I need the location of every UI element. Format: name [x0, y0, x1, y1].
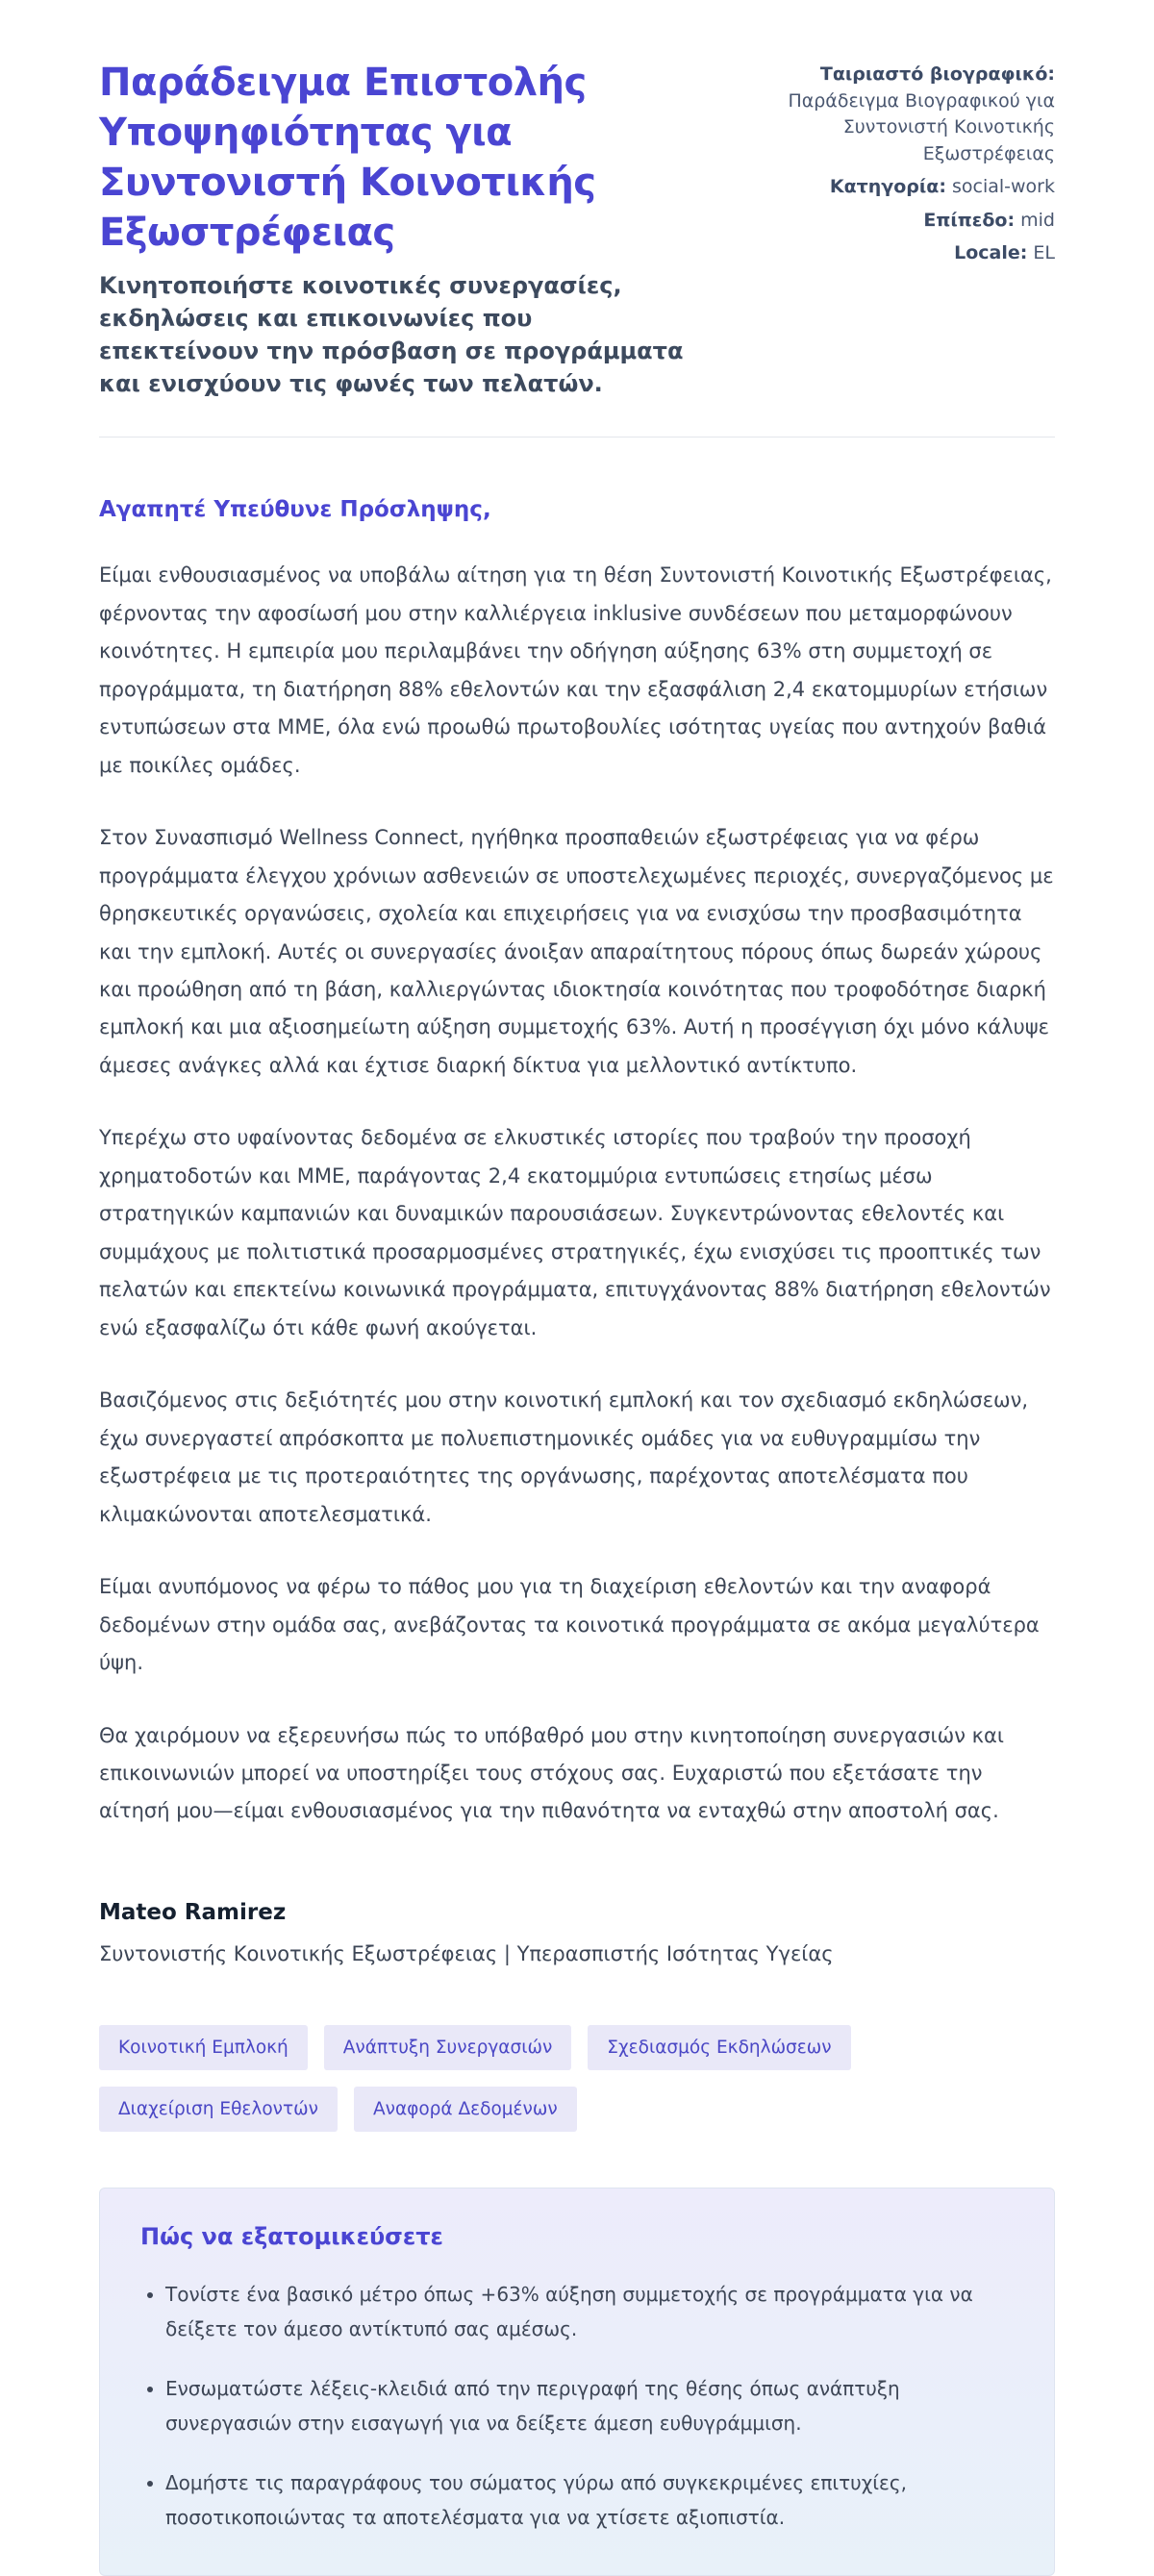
- letter-paragraph-2: Στον Συνασπισμό Wellness Connect, ηγήθηκα προσπαθειών εξωστρέφειας για να φέρω προγράμματα έλεγχου χρόνιων ασθενειών σε υποστελεχωμένες περιοχές, συνεργαζόμενος με θρησκευτικές οργανώσεις, σχολεία και επιχειρήσεις για να ενισχύσω την προσβασιμότητα και την εμπλοκή. Αυτές οι συνεργασίες άνοιξαν απαραίτητους πόρους όπως δωρεάν χώρους και προώθηση από τη βάση, καλλιεργώντας ιδιοκτησία κοινότητας που τροφοδότησε διαρκή εμπλοκή και μια αξιοσημείωτη αύξηση συμμετοχής 63%. Αυτή η προσέγγιση όχι μόνο κάλυψε άμεσες ανάγκες αλλά και έχτισε διαρκή δίκτυα για μελλοντικό αντίκτυπο.: [99, 826, 1054, 1077]
- skill-tag-community-engagement: Κοινοτική Εμπλοκή: [99, 2025, 308, 2070]
- tips-list: [140, 2277, 1014, 2535]
- tips-title: Πώς να εξατομικεύσετε: [140, 2222, 443, 2250]
- tip-item-2: • Ενσωματώστε λέξεις-κλειδιά από την περιγραφή της θέσης όπως ανάπτυξη συνεργασιών στην εισαγωγή για να δείξετε άμεση ευθυγράμμιση.: [165, 2371, 1014, 2440]
- meta-matching-resume-label: Ταιριαστό βιογραφικό:: [819, 63, 1055, 85]
- skill-tag-data-reporting: Αναφορά Δεδομένων: [354, 2087, 577, 2132]
- header-divider: [99, 437, 1055, 438]
- meta-locale-label: Locale:: [954, 242, 1028, 264]
- skill-tag-list: [99, 2025, 1055, 2132]
- letter-body: [99, 497, 1055, 1965]
- meta-locale-value: EL: [1033, 242, 1055, 264]
- meta-matching-resume: [728, 62, 1055, 167]
- header-title-block: [99, 58, 690, 400]
- meta-category: [728, 174, 1055, 201]
- page-subtitle: Κινητοποιήστε κοινοτικές συνεργασίες, εκδηλώσεις και επικοινωνίες που επεκτείνουν την πρόσβαση σε προγράμματα και ενισχύουν τις φωνές των πελατών.: [99, 272, 684, 398]
- letter-paragraph-3: Υπερέχω στο υφαίνοντας δεδομένα σε ελκυστικές ιστορίες που τραβούν την προσοχή χρηματοδοτών και ΜΜΕ, παράγοντας 2,4 εκατομμύρια εντυπώσεις ετησίως μέσω στρατηγικών καμπανιών και δυναμικών παρουσιάσεων. Συγκεντρώνοντας εθελοντές και συμμάχους με πολιτιστικά προσαρμοσμένες στρατηγικές, έχω ενισχύσει τις προοπτικές των πελατών και επεκτείνω κοινωνικά προγράμματα, επιτυγχάνοντας 88% διατήρηση εθελοντών ενώ εξασφαλίζω ότι κάθε φωνή ακούγεται.: [99, 1126, 1051, 1339]
- meta-level: [728, 208, 1055, 235]
- skill-tag-volunteer-management: Διαχείριση Εθελοντών: [99, 2087, 338, 2132]
- meta-category-value: social-work: [951, 176, 1055, 198]
- letter-paragraph-1: Είμαι ενθουσιασμένος να υποβάλω αίτηση για τη θέση Συντονιστή Κοινοτικής Εξωστρέφειας, φέρνοντας την αφοσίωσή μου στην καλλιέργεια inklusive συνδέσεων που μεταμορφώνουν κοινότητες. Η εμπειρία μου περιλαμβάνει την οδήγηση αύξησης 63% στη συμμετοχή σε προγράμματα, τη διατήρηση 88% εθελοντών και την εξασφάλιση 2,4 εκατομμυρίων ετήσιων εντυπώσεων στα ΜΜΕ, όλα ενώ προωθώ πρωτοβουλίες ισότητας υγείας που αντηχούν βαθιά με ποικίλες ομάδες.: [99, 563, 1052, 777]
- customization-tips-box: [99, 2188, 1055, 2576]
- meta-matching-resume-value: Παράδειγμα Βιογραφικού για Συντονιστή Κοινοτικής Εξωστρέφειας: [788, 89, 1055, 164]
- skill-tag-event-planning: Σχεδιασμός Εκδηλώσεων: [588, 2025, 850, 2070]
- cover-letter-page: [99, 0, 1055, 2576]
- signature-role: Συντονιστής Κοινοτικής Εξωστρέφειας | Υπερασπιστής Ισότητας Υγείας: [99, 1941, 834, 1965]
- letter-paragraph-5: Είμαι ανυπόμονος να φέρω το πάθος μου για τη διαχείριση εθελοντών και την αναφορά δεδομένων στην ομάδα σας, ανεβάζοντας τα κοινοτικά προγράμματα σε ακόμα μεγαλύτερα ύψη.: [99, 1575, 1040, 1675]
- signature-name: Mateo Ramirez: [99, 1899, 287, 1925]
- letter-paragraph-4: Βασιζόμενος στις δεξιότητές μου στην κοινοτική εμπλοκή και τον σχεδιασμό εκδηλώσεων, έχω συνεργαστεί απρόσκοπτα με πολυεπιστημονικές ομάδες για να ευθυγραμμίσω την εξωστρέφεια με τις προτεραιότητες της οργάνωσης, παρέχοντας αποτελέσματα που κλιμακώνονται αποτελεσματικά.: [99, 1388, 1029, 1526]
- tip-item-1: • Τονίστε ένα βασικό μέτρο όπως +63% αύξηση συμμετοχής σε προγράμματα για να δείξετε τον άμεσο αντίκτυπό σας αμέσως.: [165, 2277, 1014, 2346]
- meta-level-label: Επίπεδο:: [923, 209, 1016, 231]
- meta-level-value: mid: [1020, 209, 1055, 231]
- page-title: Παράδειγμα Επιστολής Υποψηφιότητας για Συντονιστή Κοινοτικής Εξωστρέφειας: [99, 61, 596, 255]
- meta-panel: [728, 58, 1055, 400]
- tip-item-3: • Δομήστε τις παραγράφους του σώματος γύρω από συγκεκριμένες επιτυχίες, ποσοτικοποιώντας τα αποτελέσματα για να χτίσετε αξιοπιστία.: [165, 2465, 1014, 2535]
- meta-category-label: Κατηγορία:: [829, 176, 946, 198]
- letter-greeting: Αγαπητέ Υπεύθυνε Πρόσληψης,: [99, 497, 491, 523]
- page-header: [99, 58, 1055, 400]
- meta-locale: [728, 240, 1055, 267]
- letter-paragraph-6: Θα χαιρόμουν να εξερευνήσω πώς το υπόβαθρό μου στην κινητοποίηση συνεργασιών και επικοινωνιών μπορεί να υποστηρίξει τους στόχους σας. Ευχαριστώ που εξετάσατε την αίτησή μου—είμαι ενθουσιασμένος για την πιθανότητα να ενταχθώ στην αποστολή σας.: [99, 1723, 1004, 1823]
- skill-tag-partnership-development: Ανάπτυξη Συνεργασιών: [324, 2025, 572, 2070]
